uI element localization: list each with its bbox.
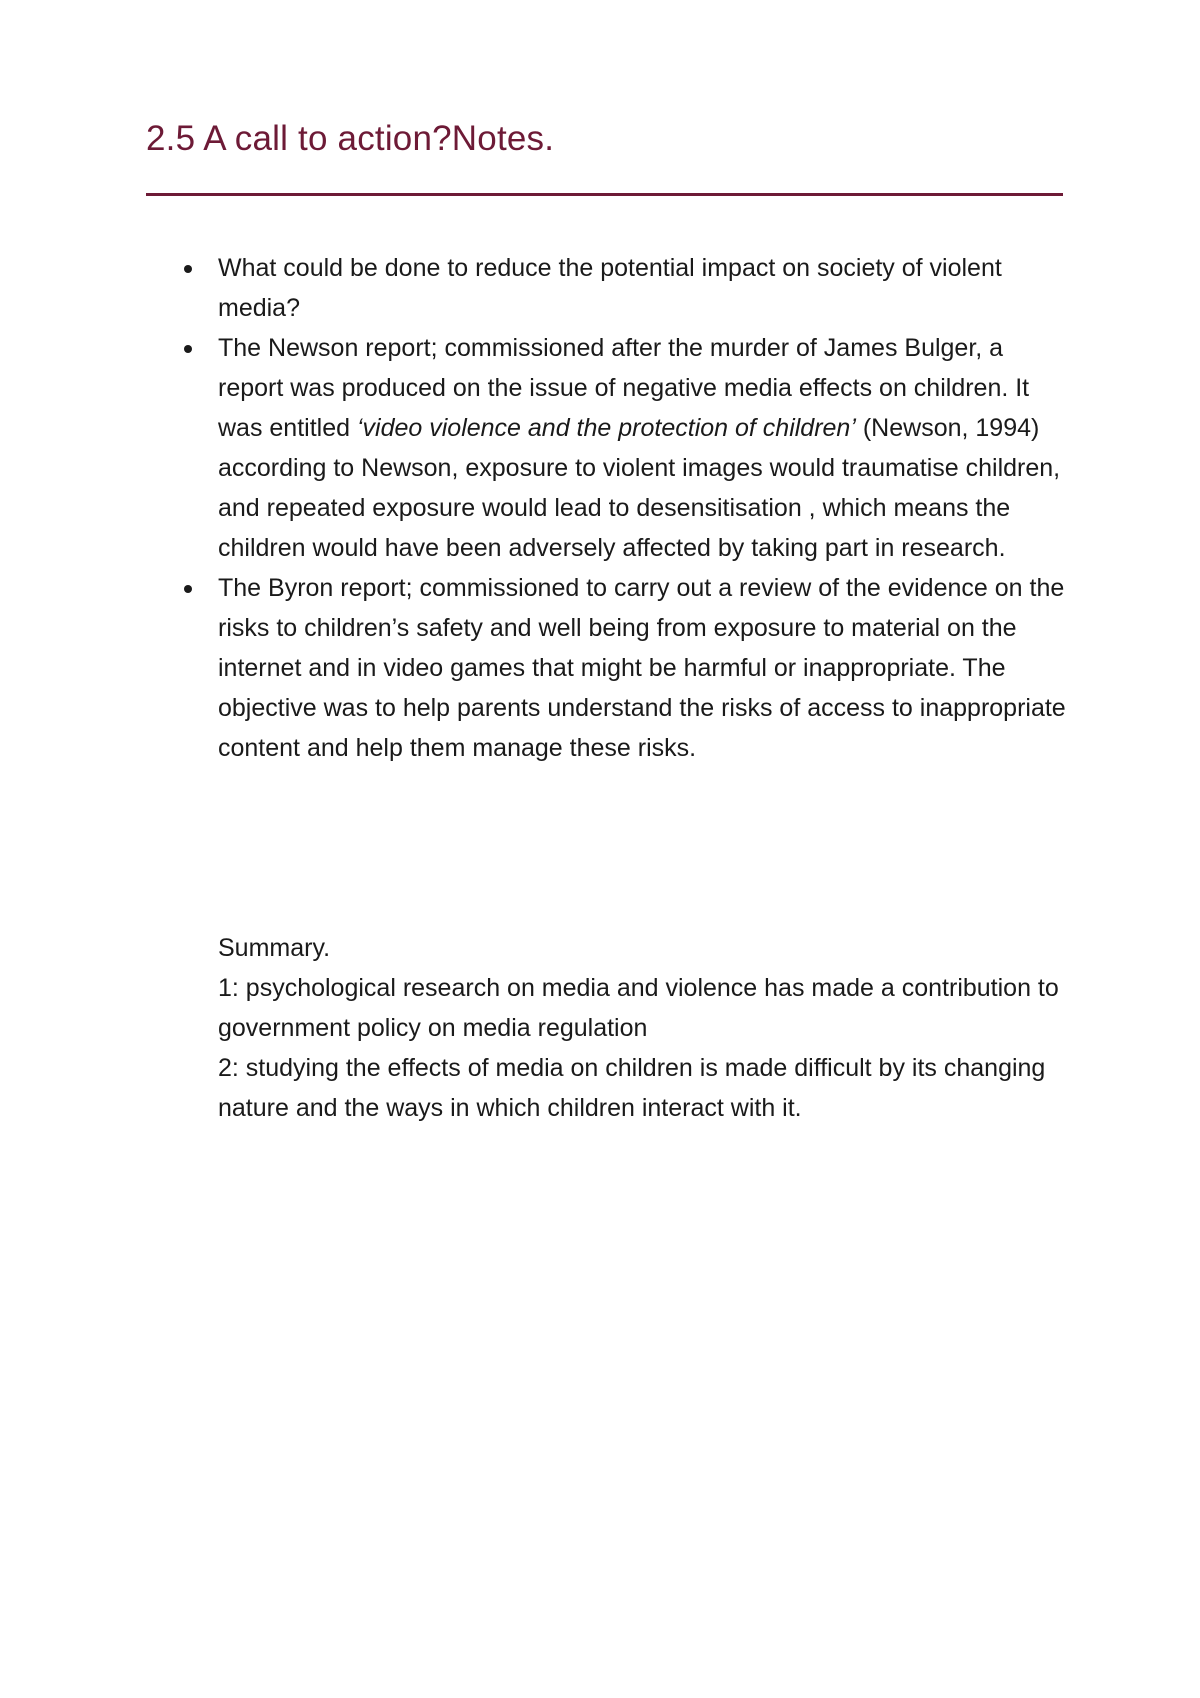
bullet-icon [184, 265, 192, 273]
list-item [218, 248, 1068, 328]
list-item [218, 328, 1068, 568]
title-divider [146, 193, 1063, 196]
note-text: What could be done to reduce the potential impact on society of violent media? [218, 254, 1002, 322]
note-text: (Newson, 1994) according to Newson, exposure to violent images would traumatise children, and repeated exposure would lead to desensitisation , which means the children would have been adversely affected by taking part in research. [218, 414, 1061, 562]
list-item [218, 568, 1068, 768]
bullet-icon [184, 585, 192, 593]
note-text: The Byron report; commissioned to carry out a review of the evidence on the risks to children’s safety and well being from exposure to material on the internet and in video games that might be harmful or inappropriate. The objective was to help parents understand the risks of access to inappropriate content and help them manage these risks. [218, 574, 1066, 762]
summary-heading: Summary. [218, 934, 331, 962]
report-title: ‘video violence and the protection of children’ [356, 414, 856, 442]
summary-section [218, 928, 1068, 1128]
page-title: 2.5 A call to action?Notes. [146, 119, 555, 158]
summary-point: 1: psychological research on media and violence has made a contribution to government policy on media regulation [218, 974, 1059, 1042]
notes-list [218, 248, 1068, 768]
summary-point: 2: studying the effects of media on children is made difficult by its changing nature and the ways in which children interact with it. [218, 1054, 1046, 1122]
note-text: The Newson report; commissioned after the murder of James Bulger, a report was produced on the issue of negative media effects on children. It was entitled [218, 334, 1030, 442]
bullet-icon [184, 345, 192, 353]
